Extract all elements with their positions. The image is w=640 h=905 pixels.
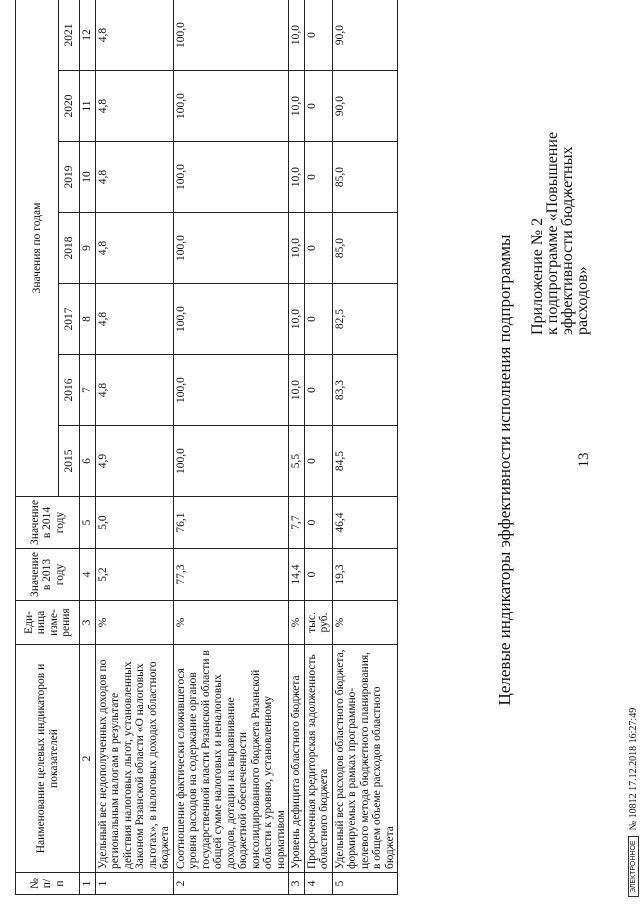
header-num: № п/п xyxy=(16,873,80,895)
row-value-2013: 14,4 xyxy=(289,549,305,601)
row-value-2014: 5,0 xyxy=(95,497,173,549)
column-number: 4 xyxy=(80,549,96,601)
row-value-2013: 19,3 xyxy=(332,549,398,601)
row-num: 3 xyxy=(289,873,305,895)
column-number: 7 xyxy=(80,355,96,426)
row-value-year: 10,0 xyxy=(289,213,305,284)
appendix-line: к подпрограмме «Повышение xyxy=(544,131,561,335)
table-row xyxy=(289,0,305,895)
header-year: 2017 xyxy=(59,284,80,355)
column-number: 2 xyxy=(80,645,96,873)
document-title: Целевые индикаторы эффективности исполнения подпрограммы xyxy=(495,234,514,706)
column-number: 6 xyxy=(80,426,96,497)
row-indicator-name: Соотношение фактически сложившегося уровня расходов на содержание органов государственной власти Рязанской области в общей сумме налоговых и неналоговых доходов, дотации на выравнивание бюджетной обеспеченности консолидированного бюджета Рязанской области к уровню, установленному нормативом xyxy=(173,645,289,873)
row-value-year: 10,0 xyxy=(289,284,305,355)
row-indicator-name: Удельный вес недополученных доходов по региональным налогам в результате действия налоговых льгот, установленных Законом Рязанской области «О налоговых льготах», в налоговых доходах областного бюджета xyxy=(95,645,173,873)
row-value-year: 10,0 xyxy=(289,0,305,71)
table-row xyxy=(332,0,398,895)
row-value-year: 100,0 xyxy=(173,71,289,142)
appendix-line: Приложение № 2 xyxy=(529,217,546,335)
column-number-row xyxy=(80,0,96,895)
header-2013: Значение в 2013 году xyxy=(16,549,80,601)
table-row xyxy=(304,0,332,895)
row-unit: тыс. руб. xyxy=(304,601,332,645)
row-value-year: 90,0 xyxy=(332,71,398,142)
row-value-2014: 7,7 xyxy=(289,497,305,549)
row-value-year: 84,5 xyxy=(332,426,398,497)
row-value-year: 10,0 xyxy=(289,71,305,142)
appendix-line: эффективности бюджетных xyxy=(559,146,576,335)
header-year: 2018 xyxy=(59,213,80,284)
row-value-year: 100,0 xyxy=(173,426,289,497)
row-value-year: 0 xyxy=(304,213,332,284)
header-year: 2020 xyxy=(59,71,80,142)
row-indicator-name: Удельный вес расходов областного бюджета, формируемых в рамках программно-целевого метода бюджетного планирования, в общем объеме расходов областного бюджета xyxy=(332,645,398,873)
row-value-year: 0 xyxy=(304,71,332,142)
row-value-year: 83,3 xyxy=(332,355,398,426)
column-number: 11 xyxy=(80,71,96,142)
row-value-year: 4,8 xyxy=(95,142,173,213)
row-value-year: 0 xyxy=(304,426,332,497)
row-value-2014: 76,1 xyxy=(173,497,289,549)
page-number: 13 xyxy=(576,452,592,468)
column-number: 8 xyxy=(80,284,96,355)
row-value-year: 10,0 xyxy=(289,355,305,426)
row-value-year: 4,8 xyxy=(95,355,173,426)
header-2014: Значение в 2014 году xyxy=(16,497,80,549)
row-value-year: 4,8 xyxy=(95,284,173,355)
row-value-year: 100,0 xyxy=(173,284,289,355)
row-num: 2 xyxy=(173,873,289,895)
row-unit: % xyxy=(289,601,305,645)
header-row xyxy=(16,0,59,895)
column-number: 3 xyxy=(80,601,96,645)
row-value-year: 4,8 xyxy=(95,71,173,142)
row-value-year: 85,0 xyxy=(332,213,398,284)
indicators-table xyxy=(15,0,398,895)
column-number: 12 xyxy=(80,0,96,71)
row-value-year: 0 xyxy=(304,355,332,426)
row-value-year: 4,9 xyxy=(95,426,173,497)
registration-stamp xyxy=(628,467,640,897)
header-by-year: Значения по годам xyxy=(16,0,59,497)
row-value-2014: 46,4 xyxy=(332,497,398,549)
row-value-year: 4,8 xyxy=(95,0,173,71)
row-value-year: 100,0 xyxy=(173,213,289,284)
stamp-text: № 10812 17.12.2018 16:27:49 xyxy=(628,707,640,831)
header-name: Наименование целевых индикаторов и показателей xyxy=(16,645,80,873)
header-year: 2019 xyxy=(59,142,80,213)
row-indicator-name: Просроченная кредиторская задолженность областного бюджета xyxy=(304,645,332,873)
header-year: 2015 xyxy=(59,426,80,497)
table-row xyxy=(173,0,289,895)
column-number: 10 xyxy=(80,142,96,213)
row-value-year: 10,0 xyxy=(289,142,305,213)
header-year: 2021 xyxy=(59,0,80,71)
header-year: 2016 xyxy=(59,355,80,426)
row-value-2013: 5,2 xyxy=(95,549,173,601)
row-value-year: 4,8 xyxy=(95,213,173,284)
row-value-year: 100,0 xyxy=(173,355,289,426)
appendix-caption xyxy=(530,35,590,335)
row-num: 1 xyxy=(95,873,173,895)
row-indicator-name: Уровень дефицита областного бюджета xyxy=(289,645,305,873)
row-value-2014: 0 xyxy=(304,497,332,549)
stamp-box: ЭЛЕКТРОННОЕ xyxy=(628,836,639,897)
row-value-year: 100,0 xyxy=(173,142,289,213)
column-number: 5 xyxy=(80,497,96,549)
row-value-year: 100,0 xyxy=(173,0,289,71)
row-value-2013: 77,3 xyxy=(173,549,289,601)
header-unit: Еди-ница изме-рения xyxy=(16,601,80,645)
row-value-year: 0 xyxy=(304,284,332,355)
column-number: 1 xyxy=(80,873,96,895)
appendix-line: расходов» xyxy=(574,266,591,335)
row-value-year: 90,0 xyxy=(332,0,398,71)
row-unit: % xyxy=(332,601,398,645)
row-value-year: 85,0 xyxy=(332,142,398,213)
row-value-year: 82,5 xyxy=(332,284,398,355)
row-num: 4 xyxy=(304,873,332,895)
row-value-year: 0 xyxy=(304,142,332,213)
table-row xyxy=(95,0,173,895)
column-number: 9 xyxy=(80,213,96,284)
row-value-2013: 0 xyxy=(304,549,332,601)
row-value-year: 0 xyxy=(304,0,332,71)
row-unit: % xyxy=(95,601,173,645)
row-num: 5 xyxy=(332,873,398,895)
row-unit: % xyxy=(173,601,289,645)
row-value-year: 5,5 xyxy=(289,426,305,497)
